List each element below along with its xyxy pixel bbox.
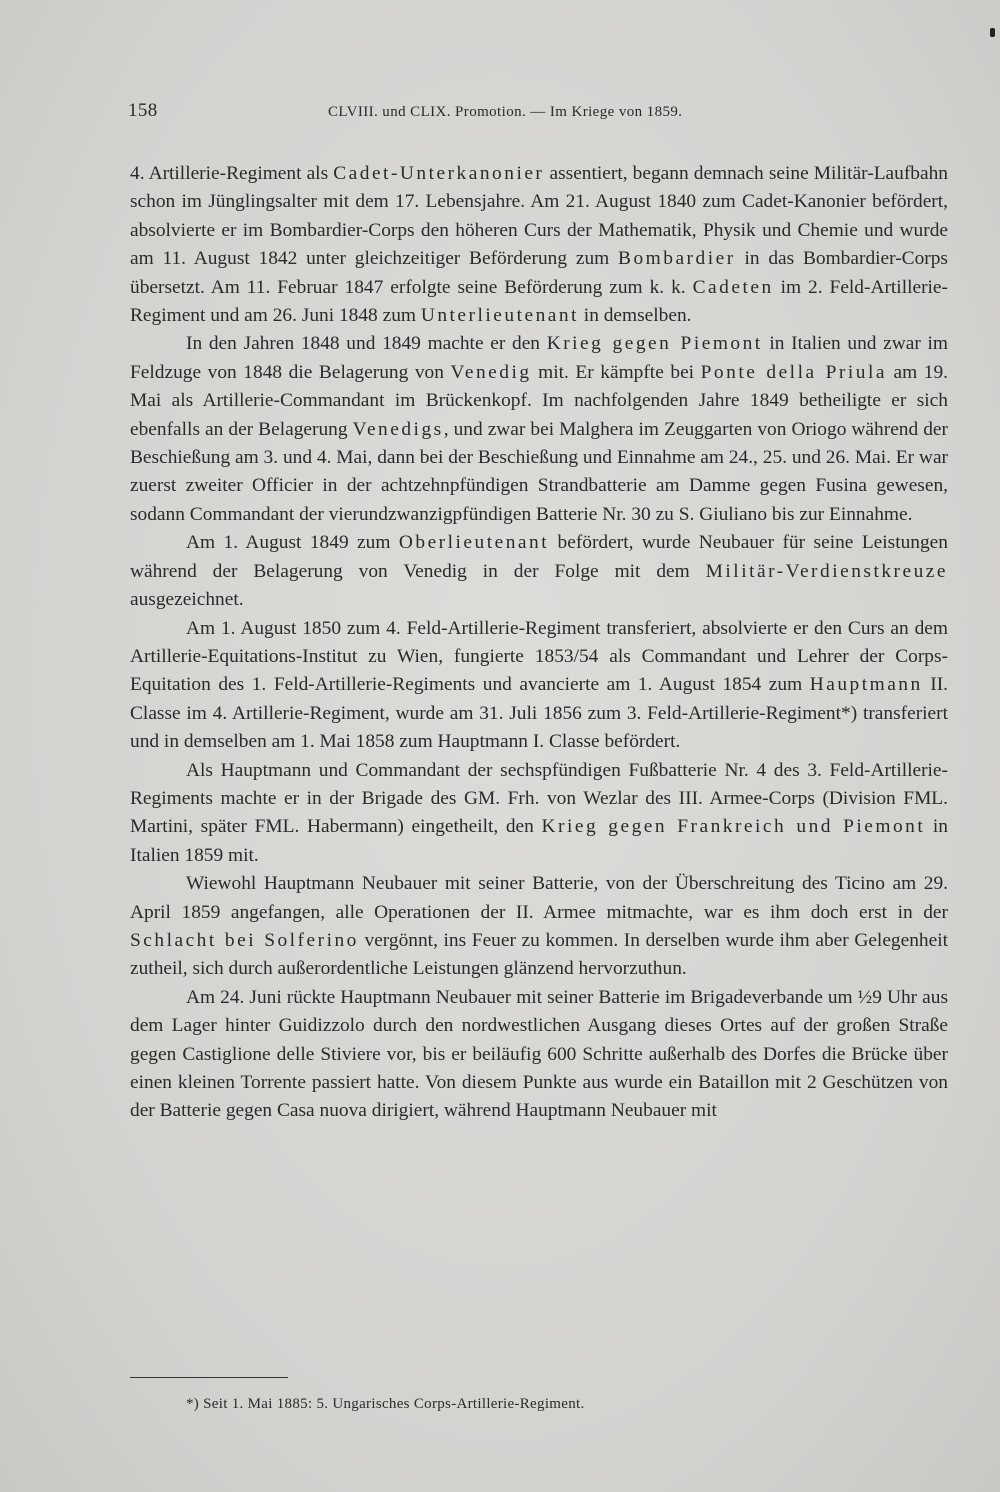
- spaced-emphasis: Krieg gegen Frankreich und Piemont: [541, 816, 926, 838]
- text-run: Am 1. August 1850 zum 4. Feld-Artillerie-Regiment transferiert, absolvierte er den Curs an dem Artillerie-Equitations-Institut zu Wien, fungierte 1853/54 als Commandant und Lehrer der Corps-Equitation des 1. Feld-Artillerie-Regiments und avancierte am 1. August 1854 zum: [130, 617, 948, 696]
- text-run: in Italien und zwar im Feldzuge von 1848 die Belagerung von: [130, 333, 948, 383]
- paragraph: [130, 160, 948, 330]
- paragraph: [130, 870, 948, 984]
- spaced-emphasis: Cadet-Unterkanonier: [333, 163, 545, 184]
- text-run: Am 1. August 1849 zum: [186, 532, 399, 554]
- paragraph: [130, 330, 948, 529]
- paragraph: [130, 615, 948, 757]
- spaced-emphasis: Cadeten: [692, 276, 774, 298]
- page-header: [128, 100, 950, 122]
- spaced-emphasis: Ponte della Priula: [700, 361, 887, 383]
- body-text: [130, 160, 948, 1126]
- running-head: CLVIII. und CLIX. Promotion. — Im Kriege von 1859.: [328, 104, 683, 120]
- text-run: am 19. Mai als Artillerie-Commandant im Brückenkopf. Im nachfolgenden Jahre 1849 betheiligte er sich ebenfalls an der Belagerung: [130, 361, 949, 440]
- spaced-emphasis: Oberlieutenant: [398, 532, 550, 554]
- text-run: Am 24. Juni rückte Hauptmann Neubauer mit seiner Batterie im Brigadeverbande um ½9 Uhr aus dem Lager hinter Guidizzolo durch den nordwestlichen Ausgang dieses Ortes auf der großen Straße gegen Castiglione delle Stiviere vor, bis er beiläufig 600 Schritte außerhalb des Dorfes die Brücke über einen kleinen Torrente passiert hatte. Von diesem Punkte aus wurde ein Bataillon mit 2 Geschützen von der Batterie gegen Casa nuova dirigiert, während Hauptmann Neubauer mit: [130, 986, 948, 1122]
- spaced-emphasis: Schlacht bei Solferino: [130, 929, 359, 951]
- spaced-emphasis: Hauptmann: [809, 674, 923, 696]
- spaced-emphasis: Militär-Verdienstkreuze: [705, 560, 948, 582]
- paragraph: [130, 529, 948, 614]
- paragraph: [130, 984, 948, 1126]
- text-run: , und zwar bei Malghera im Zeuggarten von Oriogo während der Beschießung am 3. und 4. Mai, dann bei der Beschießung und Einnahme am 24., 25. und 26. Mai. Er war zuerst zweiter Officier in der achtzehnpfündigen Strandbatterie am Damme gegen Fusina gewesen, sodann Commandant der vierundzwanzigpfündigen Batterie Nr. 30 zu S. Giuliano bis zur Einnahme.: [130, 418, 949, 525]
- spaced-emphasis: Venedigs: [352, 418, 444, 440]
- text-run: in das Bombardier-Corps übersetzt. Am 11. Februar 1847 erfolgte seine Beförderung zum k. k.: [130, 248, 948, 298]
- text-run: in Italien 1859 mit.: [130, 816, 948, 866]
- text-run: vergönnt, ins Feuer zu kommen. In derselben wurde ihm aber Gelegenheit zutheil, sich durch außerordentliche Leistungen glänzend hervorzuthun.: [130, 929, 948, 980]
- text-run: Als Hauptmann und Commandant der sechspfündigen Fußbatterie Nr. 4 des 3. Feld-Artillerie-Regiments machte er in der Brigade des GM. Frh. von Wezlar des III. Armee-Corps (Division FML. Martini, später FML. Habermann) eingetheilt, den: [130, 759, 948, 838]
- text-run: in demselben.: [578, 305, 692, 327]
- paragraph: [130, 757, 948, 871]
- spaced-emphasis: Venedig: [450, 361, 532, 383]
- spaced-emphasis: Krieg gegen Piemont: [546, 333, 763, 355]
- text-run: 4. Artillerie-Regiment als: [130, 163, 334, 184]
- footnote-divider: [130, 1377, 288, 1378]
- text-run: befördert, wurde Neubauer für seine Leistungen während der Belagerung von Venedig in der Folge mit dem: [130, 532, 948, 582]
- footnote: *) Seit 1. Mai 1885: 5. Ungarisches Corps-Artillerie-Regiment.: [186, 1396, 585, 1412]
- page-number: 158: [128, 100, 158, 121]
- text-run: Wiewohl Hauptmann Neubauer mit seiner Batterie, von der Überschreitung des Ticino am 29. April 1859 angefangen, alle Operationen der II. Armee mitmachte, war es ihm doch erst in der: [130, 873, 948, 923]
- spaced-emphasis: Unterlieutenant: [420, 305, 579, 327]
- text-run: mit. Er kämpfte bei: [531, 361, 701, 383]
- text-run: ausgezeichnet.: [130, 589, 244, 611]
- text-run: im 2. Feld-Artillerie-Regiment und am 26. Juni 1848 zum: [130, 276, 948, 327]
- text-run: II. Classe im 4. Artillerie-Regiment, wurde am 31. Juli 1856 zum 3. Feld-Artillerie-Regiment*) transferiert und in demselben am 1. Mai 1858 zum Hauptmann I. Classe befördert.: [130, 674, 948, 753]
- spaced-emphasis: Bombardier: [618, 248, 736, 270]
- text-run: In den Jahren 1848 und 1849 machte er den: [186, 333, 547, 355]
- scan-speck: [990, 28, 995, 37]
- text-run: assentiert, begann demnach seine Militär-Laufbahn schon im Jünglingsalter mit dem 17. Lebensjahre. Am 21. August 1840 zum Cadet-Kanonier befördert, absolvierte er im Bombardier-Corps den höheren Curs der Mathematik, Physik und Chemie und wurde am 11. August 1842 unter gleichzeitiger Beförderung zum: [130, 163, 948, 270]
